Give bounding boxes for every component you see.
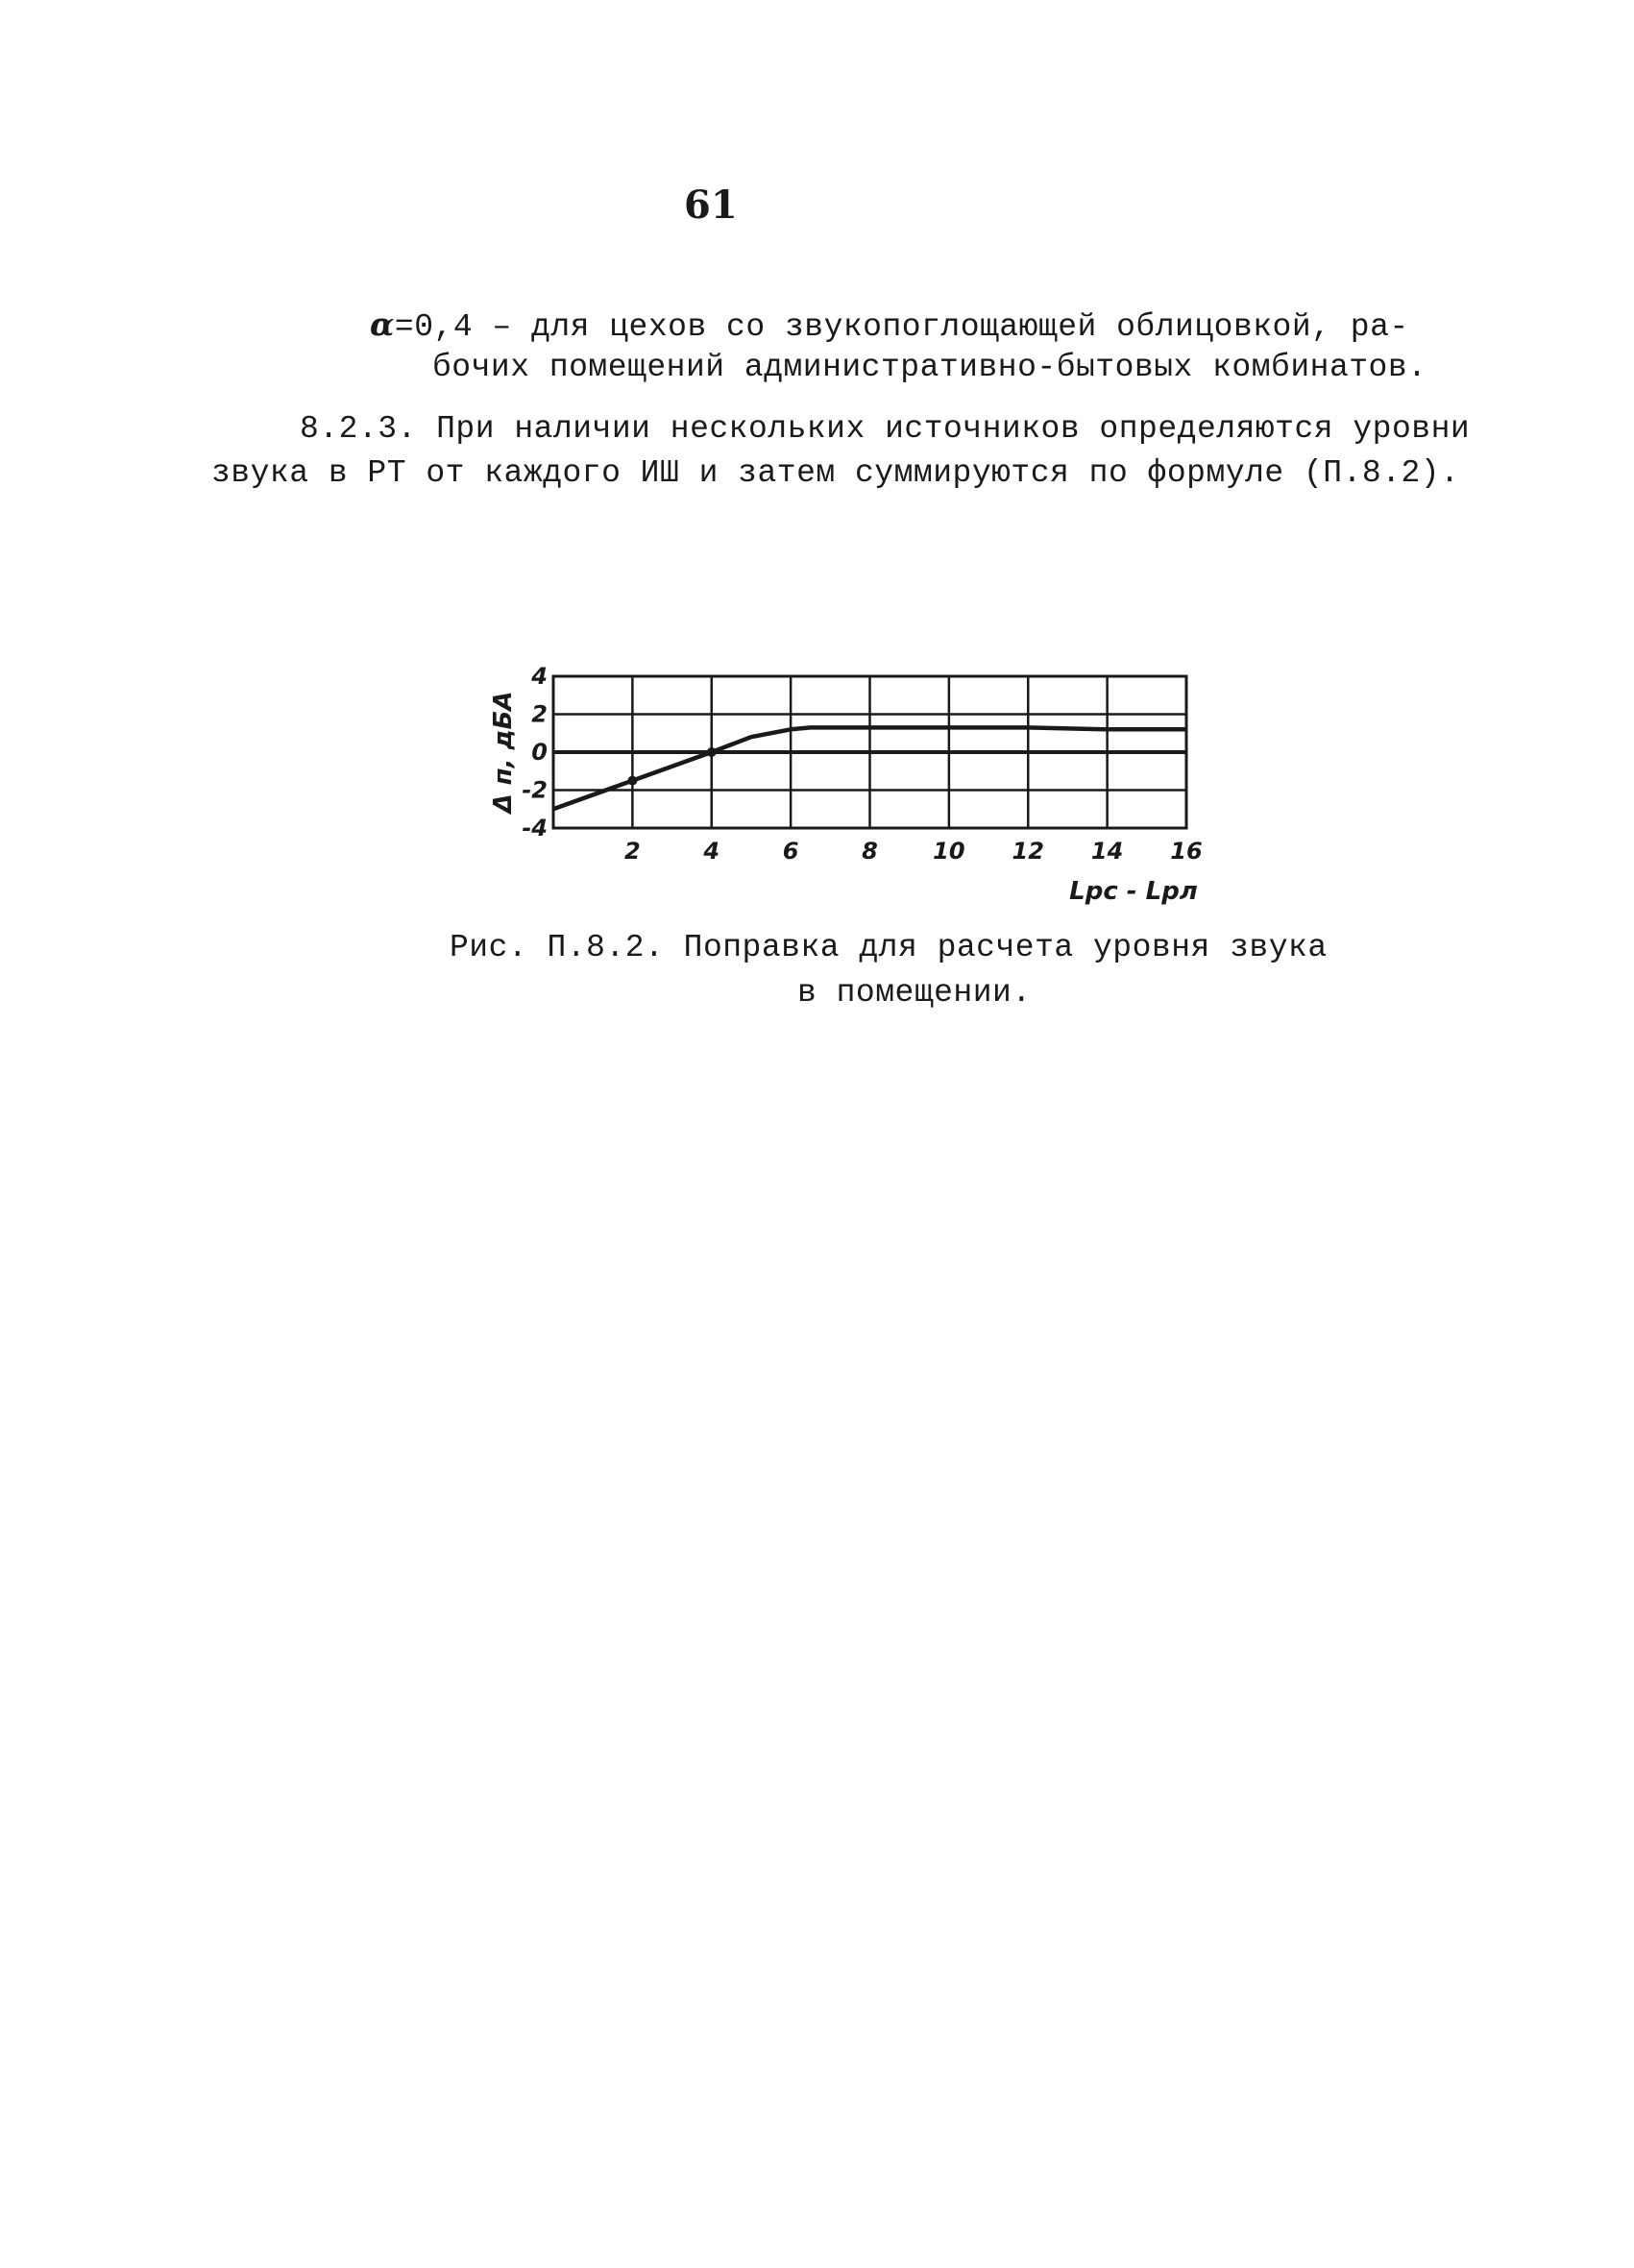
y-tick-label: 0 <box>531 739 548 766</box>
text-line-2: бочих помещений административно-бытовых комбинатов. <box>432 350 1427 385</box>
correction-chart <box>480 653 1230 913</box>
y-tick-labels <box>522 663 548 841</box>
text-line-1 <box>370 305 1409 345</box>
y-axis-label: Δ п, дБА <box>489 691 518 814</box>
page-number: 61 <box>684 183 738 228</box>
x-tick-label: 10 <box>933 838 965 865</box>
figure-caption-line-1: Рис. П.8.2. Поправка для расчета уровня звука <box>450 930 1328 965</box>
x-tick-label: 4 <box>703 838 720 865</box>
x-axis-label: Lрс - Lрл <box>1069 877 1198 906</box>
x-tick-label: 2 <box>624 838 641 865</box>
y-tick-label: 2 <box>531 700 548 728</box>
x-tick-labels <box>624 838 1203 865</box>
x-tick-label: 8 <box>862 838 878 865</box>
y-tick-label: -2 <box>522 776 548 804</box>
x-tick-label: 14 <box>1090 838 1124 865</box>
x-tick-label: 6 <box>782 838 799 865</box>
y-tick-label: 4 <box>531 663 548 690</box>
x-tick-label: 12 <box>1012 838 1044 865</box>
text-line-4: звука в РТ от каждого ИШ и затем суммируются по формуле (П.8.2). <box>211 455 1460 491</box>
text-line-3: 8.2.3. При наличии нескольких источников определяются уровни <box>300 411 1471 447</box>
text-line-1-rest: =0,4 – для цехов со звукопоглощающей облицовкой, ра- <box>394 309 1409 345</box>
figure-caption-line-2: в помещении. <box>797 975 1032 1011</box>
alpha-symbol: α <box>370 305 395 343</box>
data-point <box>627 776 637 786</box>
x-tick-label: 16 <box>1170 838 1203 865</box>
data-point <box>707 747 717 757</box>
chart-grid <box>553 676 1186 828</box>
y-tick-label: -4 <box>522 815 548 841</box>
